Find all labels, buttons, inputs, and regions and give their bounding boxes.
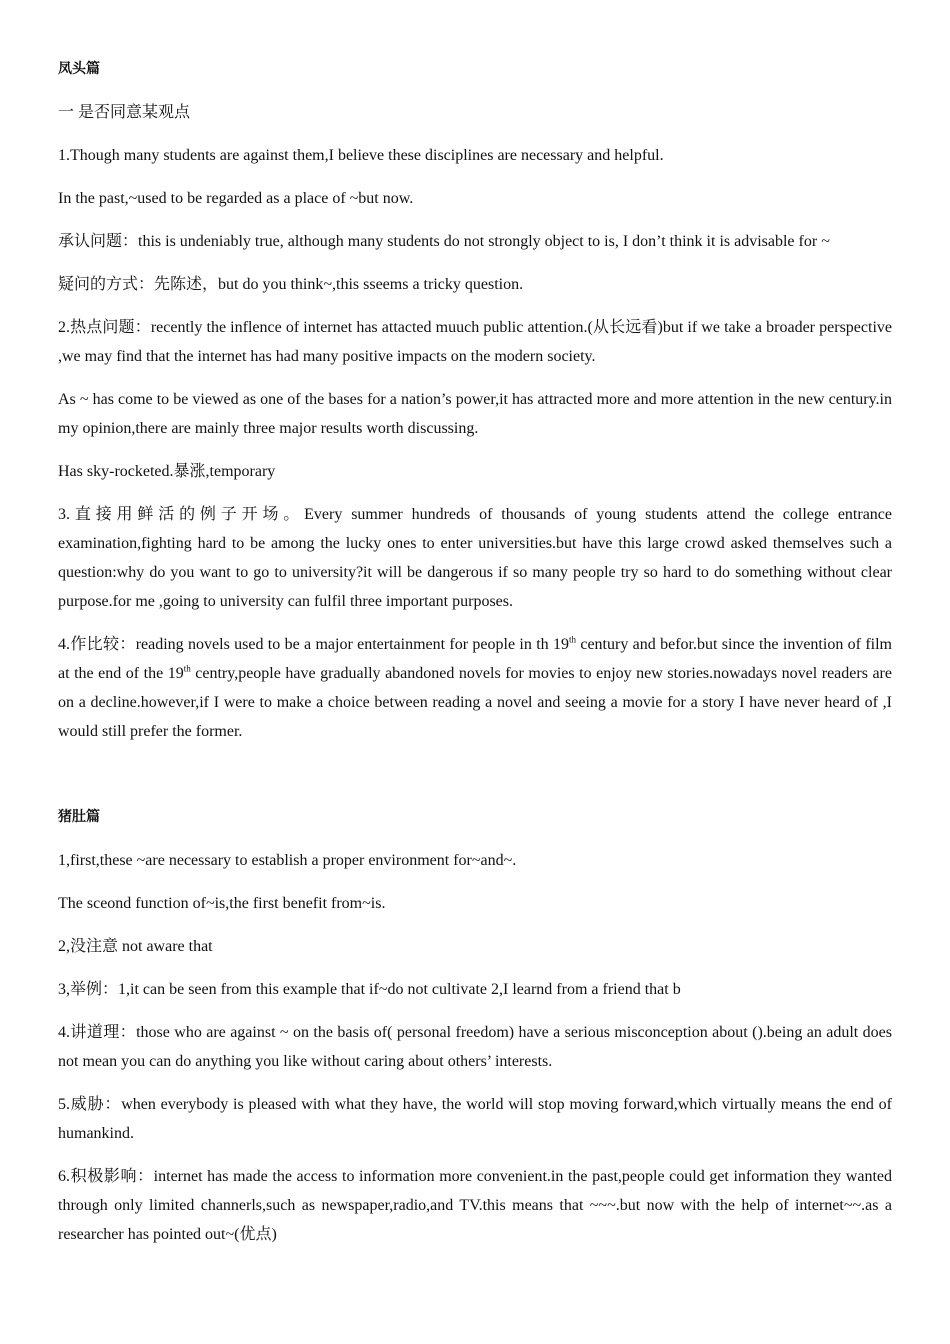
- paragraph: 2.热点问题：recently the inflence of internet has attacted muuch public attention.(从长远看)but if we take a broader perspective ,we may find that the internet has had many positive impacts on the modern society.: [58, 319, 892, 365]
- paragraph: 疑问的方式：先陈述，but do you think~,this sseems a tricky question.: [58, 276, 524, 293]
- document-content: [58, 56, 892, 1263]
- paragraph: 承认问题：this is undeniably true, although many students do not strongly object to is, I don’t think it is advisable for ~: [58, 233, 830, 250]
- text-segment: century and befor.but since the invention of film at the end of the 19: [58, 636, 892, 682]
- paragraph: Has sky-rocketed.暴涨,temporary: [58, 463, 276, 480]
- superscript: th: [183, 663, 191, 674]
- paragraph: 1,first,these ~are necessary to establish a proper environment for~and~.: [58, 852, 517, 869]
- paragraph: 5.威胁：when everybody is pleased with what they have, the world will stop moving forward,which virtually means the end of humankind.: [58, 1096, 892, 1142]
- text-segment: 4.作比较：reading novels used to be a major entertainment for people in th 19: [58, 636, 569, 653]
- section-title-zhudu: 猪肚篇: [58, 809, 100, 825]
- paragraph: 3,举例：1,it can be seen from this example that if~do not cultivate 2,I learnd from a friend that b: [58, 981, 681, 998]
- paragraph: As ~ has come to be viewed as one of the bases for a nation’s power,it has attracted more and more attention in the new century.in my opinion,there are mainly three major results worth discussing.: [58, 391, 892, 437]
- section-title-fengtou: 凤头篇: [58, 61, 100, 77]
- paragraph: In the past,~used to be regarded as a place of ~but now.: [58, 190, 414, 207]
- paragraph: 3.直接用鲜活的例子开场。Every summer hundreds of thousands of young students attend the college entrance examination,fighting hard to be among the lucky ones to enter universities.but have this large crowd asked themselves such a question:why do you want to go to university?it will be dangerous if so many people try so hard to do something without clear purpose.for me ,going to university can fulfil three important purposes.: [58, 506, 892, 610]
- section-spacer: [58, 760, 892, 804]
- superscript: th: [569, 634, 577, 645]
- text-segment: centry,people have gradually abandoned novels for movies to enjoy new stories.nowadays novel readers are on a decline.however,if I were to make a choice between reading a novel and seeing a movie for a story I have never heard of ,I would still prefer the former.: [58, 665, 892, 740]
- paragraph: 4.讲道理：those who are against ~ on the basis of( personal freedom) have a serious misconception about ().being an adult does not mean you can do anything you like without caring about others’ interests.: [58, 1024, 892, 1070]
- paragraph: 6.积极影响：internet has made the access to information more convenient.in the past,people could get information they wanted through only limited channerls,such as newspaper,radio,and TV.this means that ~~~.but now with the help of internet~~.as a researcher has pointed out~(优点): [58, 1168, 892, 1243]
- paragraph-compare: [58, 630, 892, 746]
- paragraph: 1.Though many students are against them,I believe these disciplines are necessary and helpful.: [58, 147, 664, 164]
- paragraph: 2,没注意 not aware that: [58, 938, 213, 955]
- paragraph: The sceond function of~is,the first benefit from~is.: [58, 895, 386, 912]
- section-subtitle: 一 是否同意某观点: [58, 104, 191, 121]
